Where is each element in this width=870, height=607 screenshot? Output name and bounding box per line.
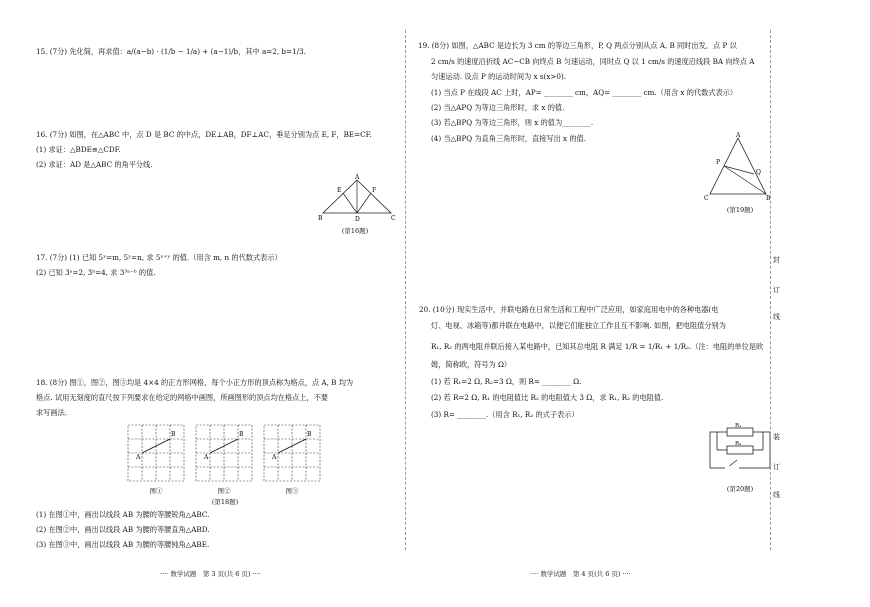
label-B: B	[766, 195, 771, 202]
figure-16	[315, 175, 395, 225]
question-19-part-3: (3) 若△BPQ 为等边三角形，则 x 的值为________.	[431, 118, 594, 127]
margin-char-4: 装	[773, 433, 780, 441]
page-4	[418, 0, 870, 607]
binding-line	[770, 30, 771, 550]
question-18-stem-3: 求写画法.	[36, 408, 68, 417]
figure-16-caption: (第16题)	[341, 227, 369, 235]
question-20-line-3: R₁, R₂ 的两电阻并联后接入某电路中，已知其总电阻 R 满足 1/R = 1/R₁ + 1/R₂.（注：电阻的单位是欧	[431, 342, 764, 351]
question-20-part-3: (3) R= ________.（用含 R₁, R₂ 的式子表示）	[431, 410, 579, 419]
question-20-part-1: (1) 若 R₁=2 Ω, R₂=3 Ω，则 R= ________ Ω.	[431, 377, 582, 386]
question-16-stem: 16. (7分) 如图，在△ABC 中，点 D 是 BC 的中点，DE⊥AB，DF⊥AC，垂足分别为点 E, F，BE=CF.	[36, 130, 372, 139]
grid-label-1: 图①	[149, 487, 163, 495]
grid-label-2: 图②	[217, 487, 231, 495]
point-B: B	[239, 431, 244, 438]
question-18-stem-1: 18. (8分) 图①，图②，图③均是 4×4 的正方形网格，每个小正方形的顶点称为格点，点 A, B 均为	[36, 378, 354, 387]
page-3-footer: ···· 数学试题 第 3 页(共 6 页) ····	[160, 570, 261, 578]
figure-19	[704, 132, 774, 202]
question-19-part-1: (1) 当点 P 在线段 AC 上时，AP= ________ cm，AQ= ________ cm.（用含 x 的代数式表示）	[431, 88, 738, 97]
question-17-part-1: 17. (7分) (1) 已知 5ˣ=m, 5ʸ=n, 求 5ˣ⁺ʸ 的值.（用含 m, n 的代数式表示）	[36, 253, 282, 262]
margin-char-5: 订	[773, 463, 780, 471]
question-18-stem-2: 格点. 试用无刻度的直尺按下列要求在给定的网格中画图，所画图形的顶点均在格点上，不要	[36, 393, 329, 402]
question-16-part-1: (1) 求证：△BDE≌△CDF.	[36, 145, 121, 154]
question-20-line-4: 姆，简称欧，符号为 Ω）	[431, 360, 512, 369]
margin-char-6: 线	[773, 491, 780, 499]
question-20-part-2: (2) 若 R=2 Ω, R₁ 的电阻值比 R₂ 的电阻值大 3 Ω，求 R₁, R₂ 的电阻值.	[431, 393, 664, 402]
question-18-part-1: (1) 在图①中，画出以线段 AB 为腰的等腰锐角△ABC.	[36, 510, 210, 519]
page-4-footer: ···· 数学试题 第 4 页(共 6 页) ····	[530, 570, 631, 578]
question-18-part-2: (2) 在图②中，画出以线段 AB 为腰的等腰直角△ABD.	[36, 525, 210, 534]
label-B: B	[318, 215, 323, 222]
question-19-part-4: (4) 当△BPQ 为直角三角形时，直接写出 x 的值.	[431, 134, 587, 143]
grid-figure-1	[128, 425, 188, 485]
margin-char-2: 订	[773, 286, 780, 294]
point-B: B	[307, 431, 312, 438]
point-B: B	[171, 431, 176, 438]
page-divider	[405, 30, 406, 550]
grid-label-3: 图③	[285, 487, 299, 495]
label-D: D	[355, 216, 360, 223]
label-P: P	[716, 159, 721, 166]
grid-figure-3	[264, 425, 324, 485]
question-17-part-2: (2) 已知 3ᵃ=2, 3ᵇ=4, 求 3³ᵃ⁻ᵇ 的值.	[36, 268, 156, 277]
label-A: A	[355, 174, 360, 181]
label-Q: Q	[756, 169, 761, 176]
figure-20-caption: (第20题)	[726, 485, 754, 493]
margin-char-1: 封	[773, 256, 780, 264]
label-E: E	[337, 187, 342, 194]
figure-19-caption: (第19题)	[726, 206, 754, 214]
margin-char-3: 线	[773, 313, 780, 321]
grid-figure-2	[196, 425, 256, 485]
question-19-line-2: 2 cm/s 的速度沿折线 AC−CB 向终点 B 匀速运动，同时点 Q 以 1 cm/s 的速度沿线段 BA 向终点 A	[431, 57, 755, 66]
label-R2: R₂	[735, 441, 742, 447]
label-R1: R₁	[735, 423, 742, 429]
label-A: A	[736, 132, 741, 139]
question-20-line-2: 灯、电视、冰箱等)都并联在电路中，以便它们能独立工作且互不影响. 如图，把电阻值分别为	[431, 321, 726, 330]
figure-18-caption: (第18题)	[211, 498, 239, 506]
question-18-part-3: (3) 在图③中，画出以线段 AB 为腰的等腰钝角△ABE.	[36, 540, 210, 549]
label-C: C	[391, 215, 396, 222]
label-F: F	[372, 187, 377, 194]
label-C: C	[704, 195, 709, 202]
figure-20-circuit	[705, 422, 775, 482]
point-A: A	[136, 454, 141, 461]
question-19-part-2: (2) 当△APQ 为等边三角形时，求 x 的值.	[431, 103, 565, 112]
question-15: 15. (7分) 先化简，再求值：a/(a−b) · (1/b − 1/a) + (a−1)/b，其中 a=2, b=1/3.	[36, 47, 306, 56]
question-19-line-3: 匀速运动. 设点 P 的运动时间为 x s(x>0).	[431, 72, 567, 81]
question-16-part-2: (2) 求证：AD 是△ABC 的角平分线.	[36, 160, 153, 169]
question-20-line-1: 20. (10分) 现实生活中，并联电路在日常生活和工程中广泛应用，如家庭用电中的各种电器(电	[419, 305, 719, 314]
question-19-line-1: 19. (8分) 如图，△ABC 是边长为 3 cm 的等边三角形，P, Q 两点分别从点 A, B 同时出发，点 P 以	[418, 41, 737, 50]
point-A: A	[272, 454, 277, 461]
point-A: A	[204, 454, 209, 461]
